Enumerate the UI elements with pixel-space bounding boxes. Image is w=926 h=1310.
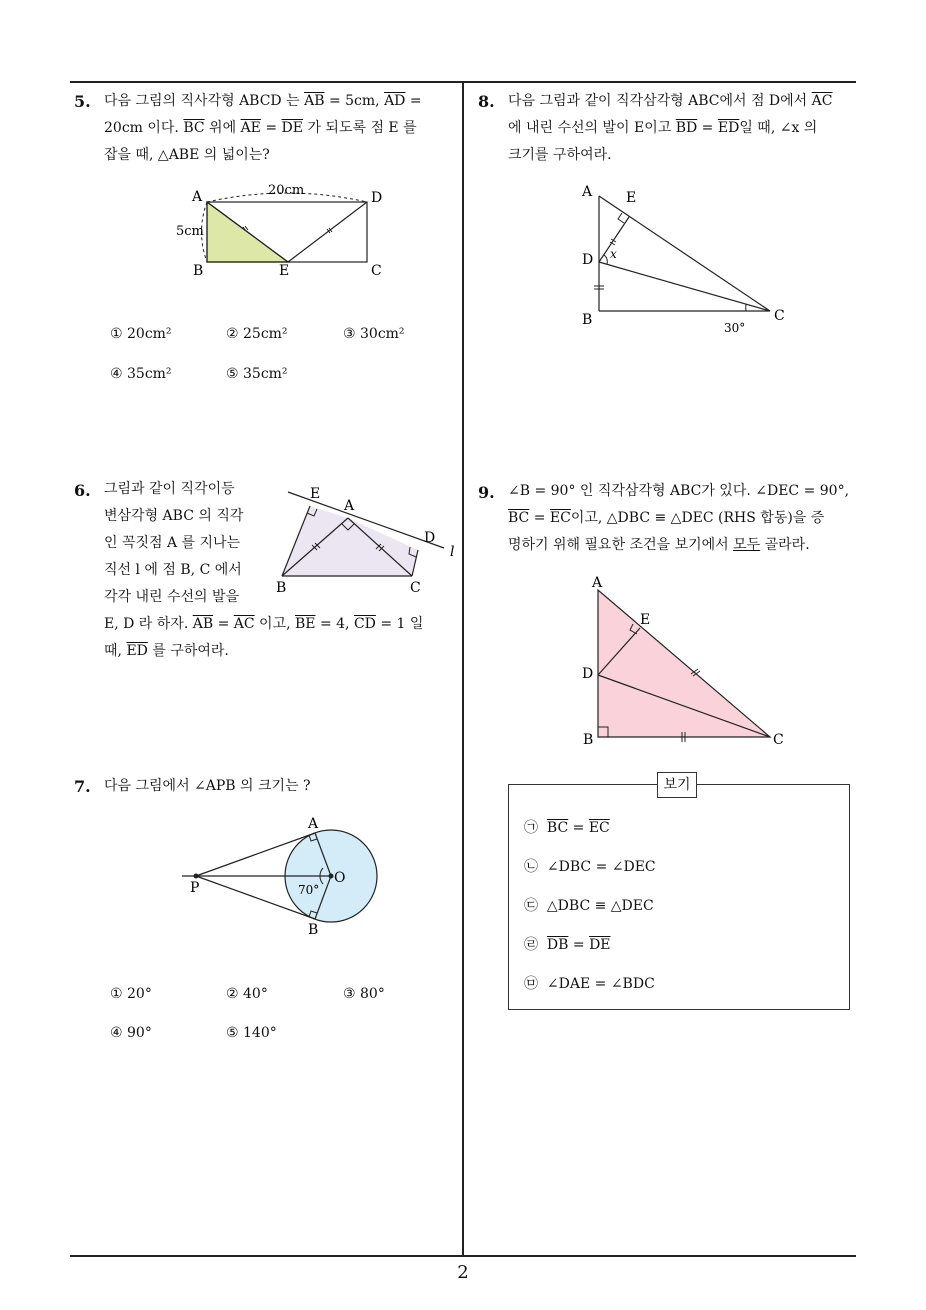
q9-text: ∠B = 90° 인 직각삼각형 ABC가 있다. ∠DEC = 90°, $\overline{BC} = \overline{EC}$이고, △DBC ≡ △DEC (RHS 합동)을 증 명하기 위해 필요한 조건을 보기에서 모두 골라라. [508,483,850,553]
bogi-item-1[interactable]: ㉠ $\overline{BC} = \overline{EC}$ [524,820,610,836]
q7-label-p: P [190,880,200,896]
q7-label-b: B [308,922,319,938]
bogi-item-5[interactable]: ㉤ ∠DAE = ∠BDC [524,976,655,992]
bogi-item-4[interactable]: ㉣ $\overline{DB} = \overline{DE}$ [524,937,611,953]
q7-label-angle: 70° [298,883,320,897]
q8-label-b: B [582,312,593,328]
q5-number: 5. [74,92,91,111]
q8-label-e: E [626,190,637,206]
q7-text: 다음 그림에서 ∠APB 의 크기는 ? [104,778,311,794]
q7-choice-3[interactable]: ③ 80° [343,986,385,1002]
q8-label-a: A [582,184,593,200]
q7-choice-1[interactable]: ① 20° [110,986,152,1002]
q6-text: 그림과 같이 직각이등 변삼각형 ABC 의 직각 인 꼭짓점 A 를 지나는 직선 l 에 점 B, C 에서 각각 내린 수선의 발을 E, D 라 하자. $\overline{AB} = \overline{AC}$ 이고, $\overline{BE} = 4$, $\overline{CD} = 1$ 일 때, $\overline{ED}$ 를 구하여라. [104,481,424,659]
q8-label-angle: 30° [724,321,746,335]
q6-label-d: D [424,530,436,546]
q8-label-c: C [774,308,785,324]
q8-number: 8. [478,92,495,111]
q5-choice-5[interactable]: ⑤ 35cm² [226,366,288,382]
q5-text: 다음 그림의 직사각형 ABCD 는 $\overline{AB} = 5cm$, $\overline{AD}$ = 20cm 이다. $\overline{BC}$ 위에 $\overline{AE} = \overline{DE}$ 가 되도록 점 E 를 잡을 때, △ABE 의 넓이는? [104,93,422,163]
q5-choice-3[interactable]: ③ 30cm² [343,326,405,342]
q5-figure [160,178,400,288]
q5-label-a: A [192,189,203,205]
q9-label-d: D [582,666,594,682]
q5-label-height: 5cm [176,224,204,239]
q8-label-d: D [582,252,594,268]
q6-figure [270,478,462,598]
q5-label-width: 20cm [268,183,305,198]
bogi-item-2[interactable]: ㉡ ∠DBC = ∠DEC [524,859,656,875]
q6-label-c: C [410,580,421,596]
q6-label-a: A [344,498,355,514]
q9-label-a: A [592,575,603,591]
q7-choice-5[interactable]: ⑤ 140° [226,1025,277,1041]
q8-figure [574,180,794,340]
bogi-item-3[interactable]: ㉢ △DBC ≡ △DEC [524,898,654,914]
column-divider [462,82,464,1256]
bogi-title: 보기 [657,772,697,798]
q7-label-o: O [334,870,346,886]
q9-figure [576,572,796,752]
q7-figure [176,812,386,942]
q5-label-e: E [279,263,290,279]
q5-choice-1[interactable]: ① 20cm² [110,326,172,342]
q9-label-b: B [583,732,594,748]
q5-label-c: C [371,263,382,279]
q7-label-a: A [308,816,319,832]
q6-number: 6. [74,481,91,500]
q9-label-c: C [773,732,784,748]
q9-label-e: E [640,612,651,628]
q5-label-d: D [371,190,383,206]
q5-choice-4[interactable]: ④ 35cm² [110,366,172,382]
q5-label-b: B [193,263,204,279]
q7-choice-2[interactable]: ② 40° [226,986,268,1002]
q6-label-l: l [450,544,455,560]
page-number: 2 [457,1262,469,1283]
q8-text: 다음 그림과 같이 직각삼각형 ABC에서 점 D에서 $\overline{AC}$ 에 내린 수선의 발이 E이고 $\overline{BD} = \overline{ED}$일 때, ∠x 의 크기를 구하여라. [508,93,833,163]
q8-label-x: x [610,247,617,261]
q6-label-b: B [276,580,287,596]
q7-choice-4[interactable]: ④ 90° [110,1025,152,1041]
q5-choice-2[interactable]: ② 25cm² [226,326,288,342]
q6-label-e: E [310,486,321,502]
q7-number: 7. [74,777,91,796]
q9-number: 9. [478,483,495,502]
